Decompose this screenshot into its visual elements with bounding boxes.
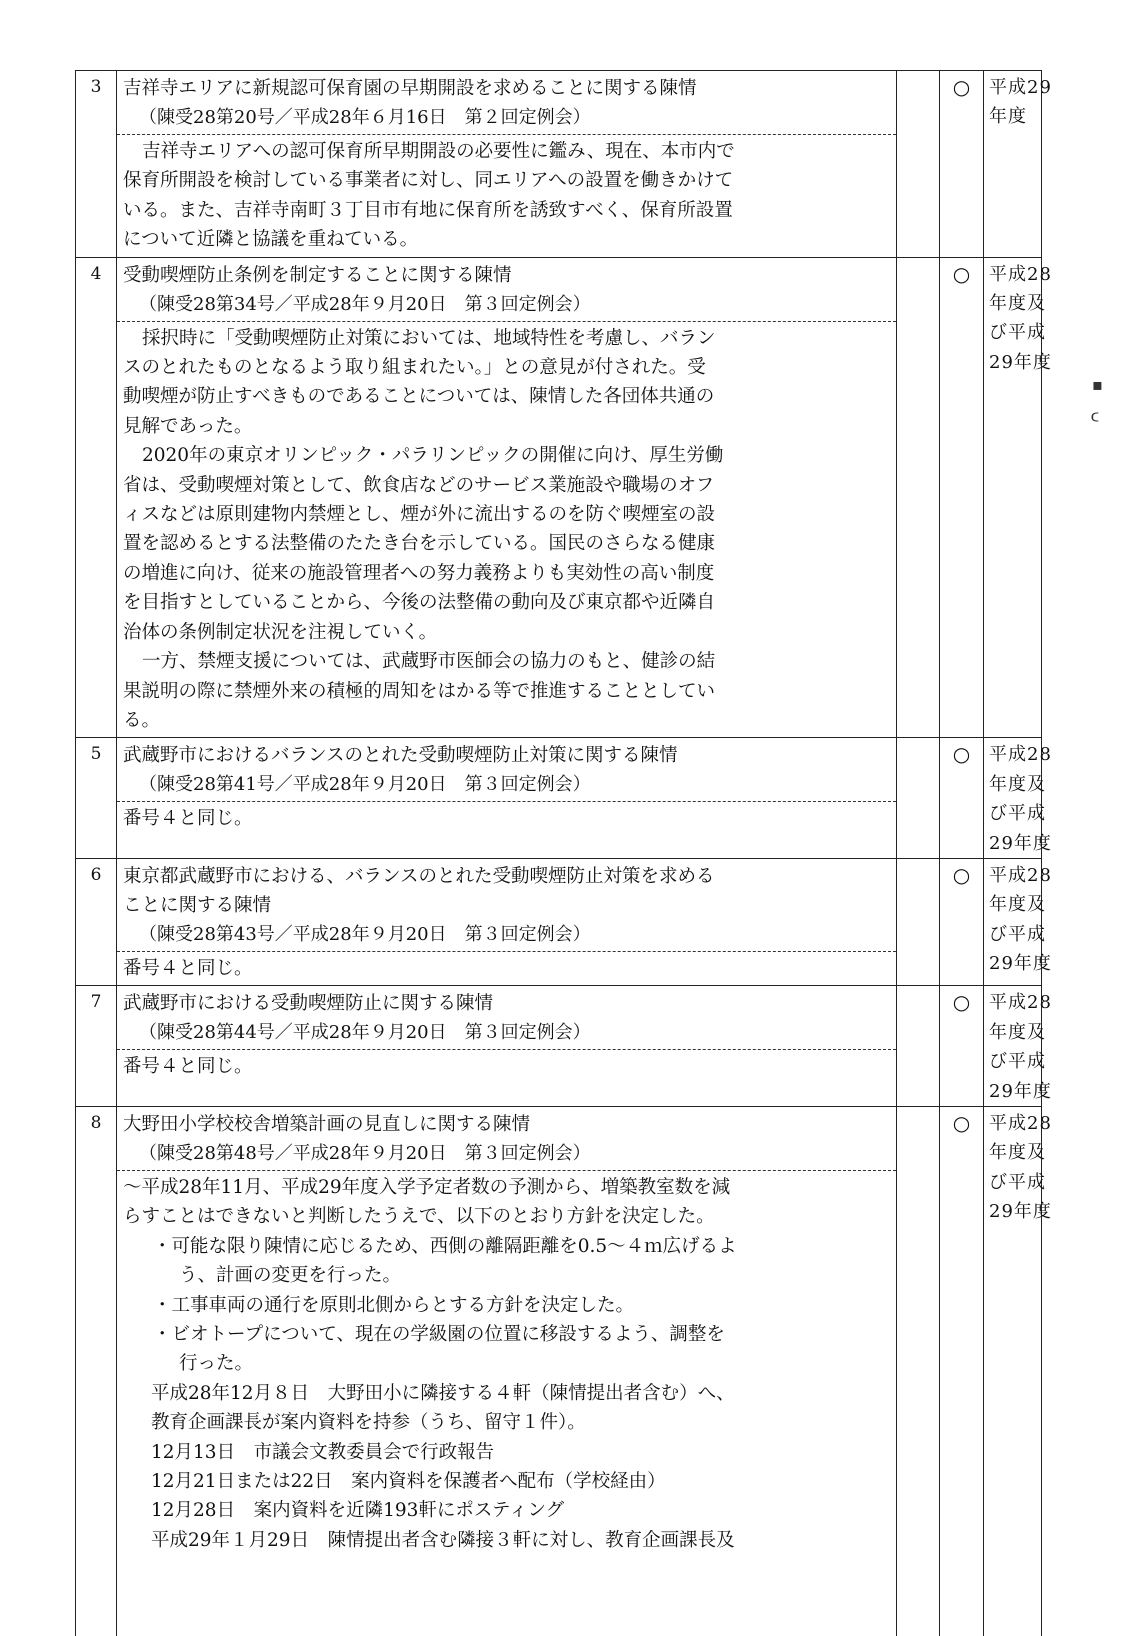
status-mark: ○: [940, 738, 984, 859]
petition-title: 受動喫煙防止条例を制定することに関する陳情: [123, 264, 512, 286]
response-line: らすことはできないと判断したうえで、以下のとおり方針を決定した。: [123, 1206, 715, 1228]
petition-title: 東京都武蔵野市における、バランスのとれた受動喫煙防止対策を求める: [123, 865, 715, 887]
response-line: 果説明の際に禁煙外来の積極的周知をはかる等で推進することとしてい: [123, 680, 716, 702]
blank-cell: [897, 257, 940, 738]
petition-cell: [117, 257, 897, 738]
petition-title: 吉祥寺エリアに新規認可保育園の早期開設を求めることに関する陳情: [123, 78, 697, 99]
response-line: 保育所開設を検討している事業者に対し、同エリアへの設置を働きかけて: [123, 170, 734, 192]
table-row: [76, 1106, 1042, 1636]
petition-reference: （陳受28第20号／平成28年６月16日 第２回定例会）: [117, 103, 896, 135]
period-cell: [984, 1106, 1052, 1636]
period-line: び平成: [989, 1171, 1046, 1193]
period-line: 29年度: [989, 832, 1052, 854]
petition-cell: [117, 986, 897, 1107]
petition-reference: （陳受28第34号／平成28年９月20日 第３回定例会）: [117, 290, 896, 322]
row-number: 5: [76, 738, 117, 859]
period-line: び平成: [989, 923, 1046, 945]
scan-speck: ᑦ: [1090, 410, 1100, 435]
petition-title: 武蔵野市におけるバランスのとれた受動喫煙防止対策に関する陳情: [123, 745, 678, 767]
blank-cell: [897, 858, 940, 985]
petition-cell: [117, 858, 897, 985]
timeline-entry: 12月28日 案内資料を近隣193軒にポスティング: [151, 1500, 565, 1522]
period-line: び平成: [989, 803, 1046, 825]
timeline-entry: 12月13日 市議会文教委員会で行政報告: [151, 1441, 495, 1463]
response-line: 動喫煙が防止すべきものであることについては、陳情した各団体共通の: [123, 386, 715, 408]
status-mark: ○: [940, 257, 984, 738]
period-line: 平成28: [989, 744, 1052, 766]
period-line: 年度及: [989, 293, 1046, 315]
petition-title-continued: ことに関する陳情: [123, 894, 272, 916]
response-line: 2020年の東京オリンピック・パラリンピックの開催に向け、厚生労働: [142, 445, 724, 467]
response-line: 番号４と同じ。: [123, 1056, 253, 1078]
period-cell: [984, 257, 1052, 738]
petition-cell: [117, 738, 897, 859]
response-line: 省は、受動喫煙対策として、飲食店などのサービス業施設や職場のオフ: [123, 474, 715, 496]
table-row: [76, 71, 1042, 258]
period-line: 年度及: [989, 773, 1046, 795]
petition-response: [117, 1050, 896, 1083]
table-row: [76, 738, 1042, 859]
petition-cell: [117, 1106, 897, 1636]
response-bullet: ・可能な限り陳情に応じるため、西側の離隔距離を0.5〜４ｍ広げるよ: [153, 1235, 737, 1257]
petition-title: 大野田小学校校舎増築計画の見直しに関する陳情: [123, 1113, 531, 1135]
period-line: び平成: [989, 322, 1046, 344]
petition-response: [117, 952, 896, 985]
petition-table: [75, 70, 1052, 1636]
response-line: 置を認めるとする法整備のたたき台を示している。国民のさらなる健康: [123, 533, 716, 555]
row-number: 7: [76, 986, 117, 1107]
period-line: 平成28: [989, 864, 1052, 886]
response-line: について近隣と協議を重ねている。: [123, 229, 419, 251]
scan-speck: ▪: [1092, 375, 1103, 394]
table-row: [76, 257, 1042, 738]
status-mark: ○: [940, 1106, 984, 1636]
period-line: 平成28: [989, 1112, 1052, 1134]
petition-reference: （陳受28第41号／平成28年９月20日 第３回定例会）: [117, 770, 896, 802]
row-number: 3: [76, 71, 117, 258]
row-number: 8: [76, 1106, 117, 1636]
period-line: 年度及: [989, 1142, 1046, 1164]
row-number: 6: [76, 858, 117, 985]
response-line: 見解であった。: [123, 415, 253, 437]
response-line: 治体の条例制定状況を注視していく。: [123, 621, 438, 643]
petition-response: [117, 322, 896, 738]
response-line: 採択時に「受動喫煙防止対策においては、地域特性を考慮し、バラン: [142, 327, 716, 349]
status-mark: ○: [940, 858, 984, 985]
period-cell: [984, 71, 1052, 258]
period-line: 平成29: [989, 77, 1052, 98]
period-line: 29年度: [989, 1080, 1052, 1102]
response-line: 吉祥寺エリアへの認可保育所早期開設の必要性に鑑み、現在、本市内で: [142, 141, 735, 162]
petition-reference: （陳受28第43号／平成28年９月20日 第３回定例会）: [117, 920, 896, 952]
status-mark: ○: [940, 71, 984, 258]
petition-response: [117, 1171, 896, 1557]
period-line: 平成28: [989, 263, 1052, 285]
response-line: る。: [123, 709, 161, 731]
response-line: ィスなどは原則建物内禁煙とし、煙が外に流出するのを防ぐ喫煙室の設: [123, 504, 716, 526]
petition-reference: （陳受28第48号／平成28年９月20日 第３回定例会）: [117, 1139, 896, 1171]
period-line: 年度及: [989, 1021, 1046, 1043]
table-row: [76, 986, 1042, 1107]
response-line: う、計画の変更を行った。: [179, 1265, 402, 1287]
petition-cell: [117, 71, 897, 258]
petition-response: [117, 802, 896, 835]
response-line: 番号４と同じ。: [123, 808, 253, 830]
timeline-entry: 平成29年１月29日 陳情提出者含む隣接３軒に対し、教育企画課長及: [151, 1529, 735, 1551]
period-line: 29年度: [989, 953, 1052, 975]
response-bullet: ・工事車両の通行を原則北側からとする方針を決定した。: [153, 1294, 635, 1316]
response-bullet: ・ビオトープについて、現在の学級園の位置に移設するよう、調整を: [153, 1324, 725, 1345]
table-row: [76, 858, 1042, 985]
petition-status-table-page: [75, 70, 1052, 1600]
period-line: 29年度: [989, 1201, 1052, 1223]
petition-title: 武蔵野市における受動喫煙防止に関する陳情: [123, 993, 494, 1015]
timeline-entry: 教育企画課長が案内資料を持参（うち、留守１件）。: [151, 1412, 586, 1434]
blank-cell: [897, 71, 940, 258]
response-line: 番号４と同じ。: [123, 957, 253, 979]
timeline-entry: 平成28年12月８日 大野田小に隣接する４軒（陳情提出者含む）へ、: [151, 1382, 735, 1404]
blank-cell: [897, 986, 940, 1107]
row-number: 4: [76, 257, 117, 738]
timeline-entry: 12月21日または22日 案内資料を保護者へ配布（学校経由）: [151, 1471, 666, 1493]
response-line: の増進に向け、従来の施設管理者への努力義務よりも実効性の高い制度: [123, 562, 715, 584]
petition-response: [117, 135, 896, 257]
period-cell: [984, 738, 1052, 859]
response-line: スのとれたものとなるよう取り組まれたい。」との意見が付された。受: [123, 357, 706, 379]
period-line: 年度及: [989, 894, 1046, 916]
response-line: 行った。: [179, 1353, 254, 1375]
period-line: 平成28: [989, 992, 1052, 1014]
blank-cell: [897, 738, 940, 859]
period-line: び平成: [989, 1051, 1046, 1073]
response-line: いる。また、吉祥寺南町３丁目市有地に保育所を誘致すべく、保育所設置: [123, 199, 733, 221]
response-line: を目指すとしていることから、今後の法整備の動向及び東京都や近隣自: [123, 592, 716, 614]
status-mark: ○: [940, 986, 984, 1107]
period-line: 29年度: [989, 351, 1052, 373]
period-line: 年度: [989, 106, 1027, 128]
period-cell: [984, 858, 1052, 985]
blank-cell: [897, 1106, 940, 1636]
period-cell: [984, 986, 1052, 1107]
response-line: 〜平成28年11月、平成29年度入学予定者数の予測から、増築教室数を減: [123, 1176, 731, 1198]
petition-reference: （陳受28第44号／平成28年９月20日 第３回定例会）: [117, 1018, 896, 1050]
response-line: 一方、禁煙支援については、武蔵野市医師会の協力のもと、健診の結: [142, 651, 716, 673]
